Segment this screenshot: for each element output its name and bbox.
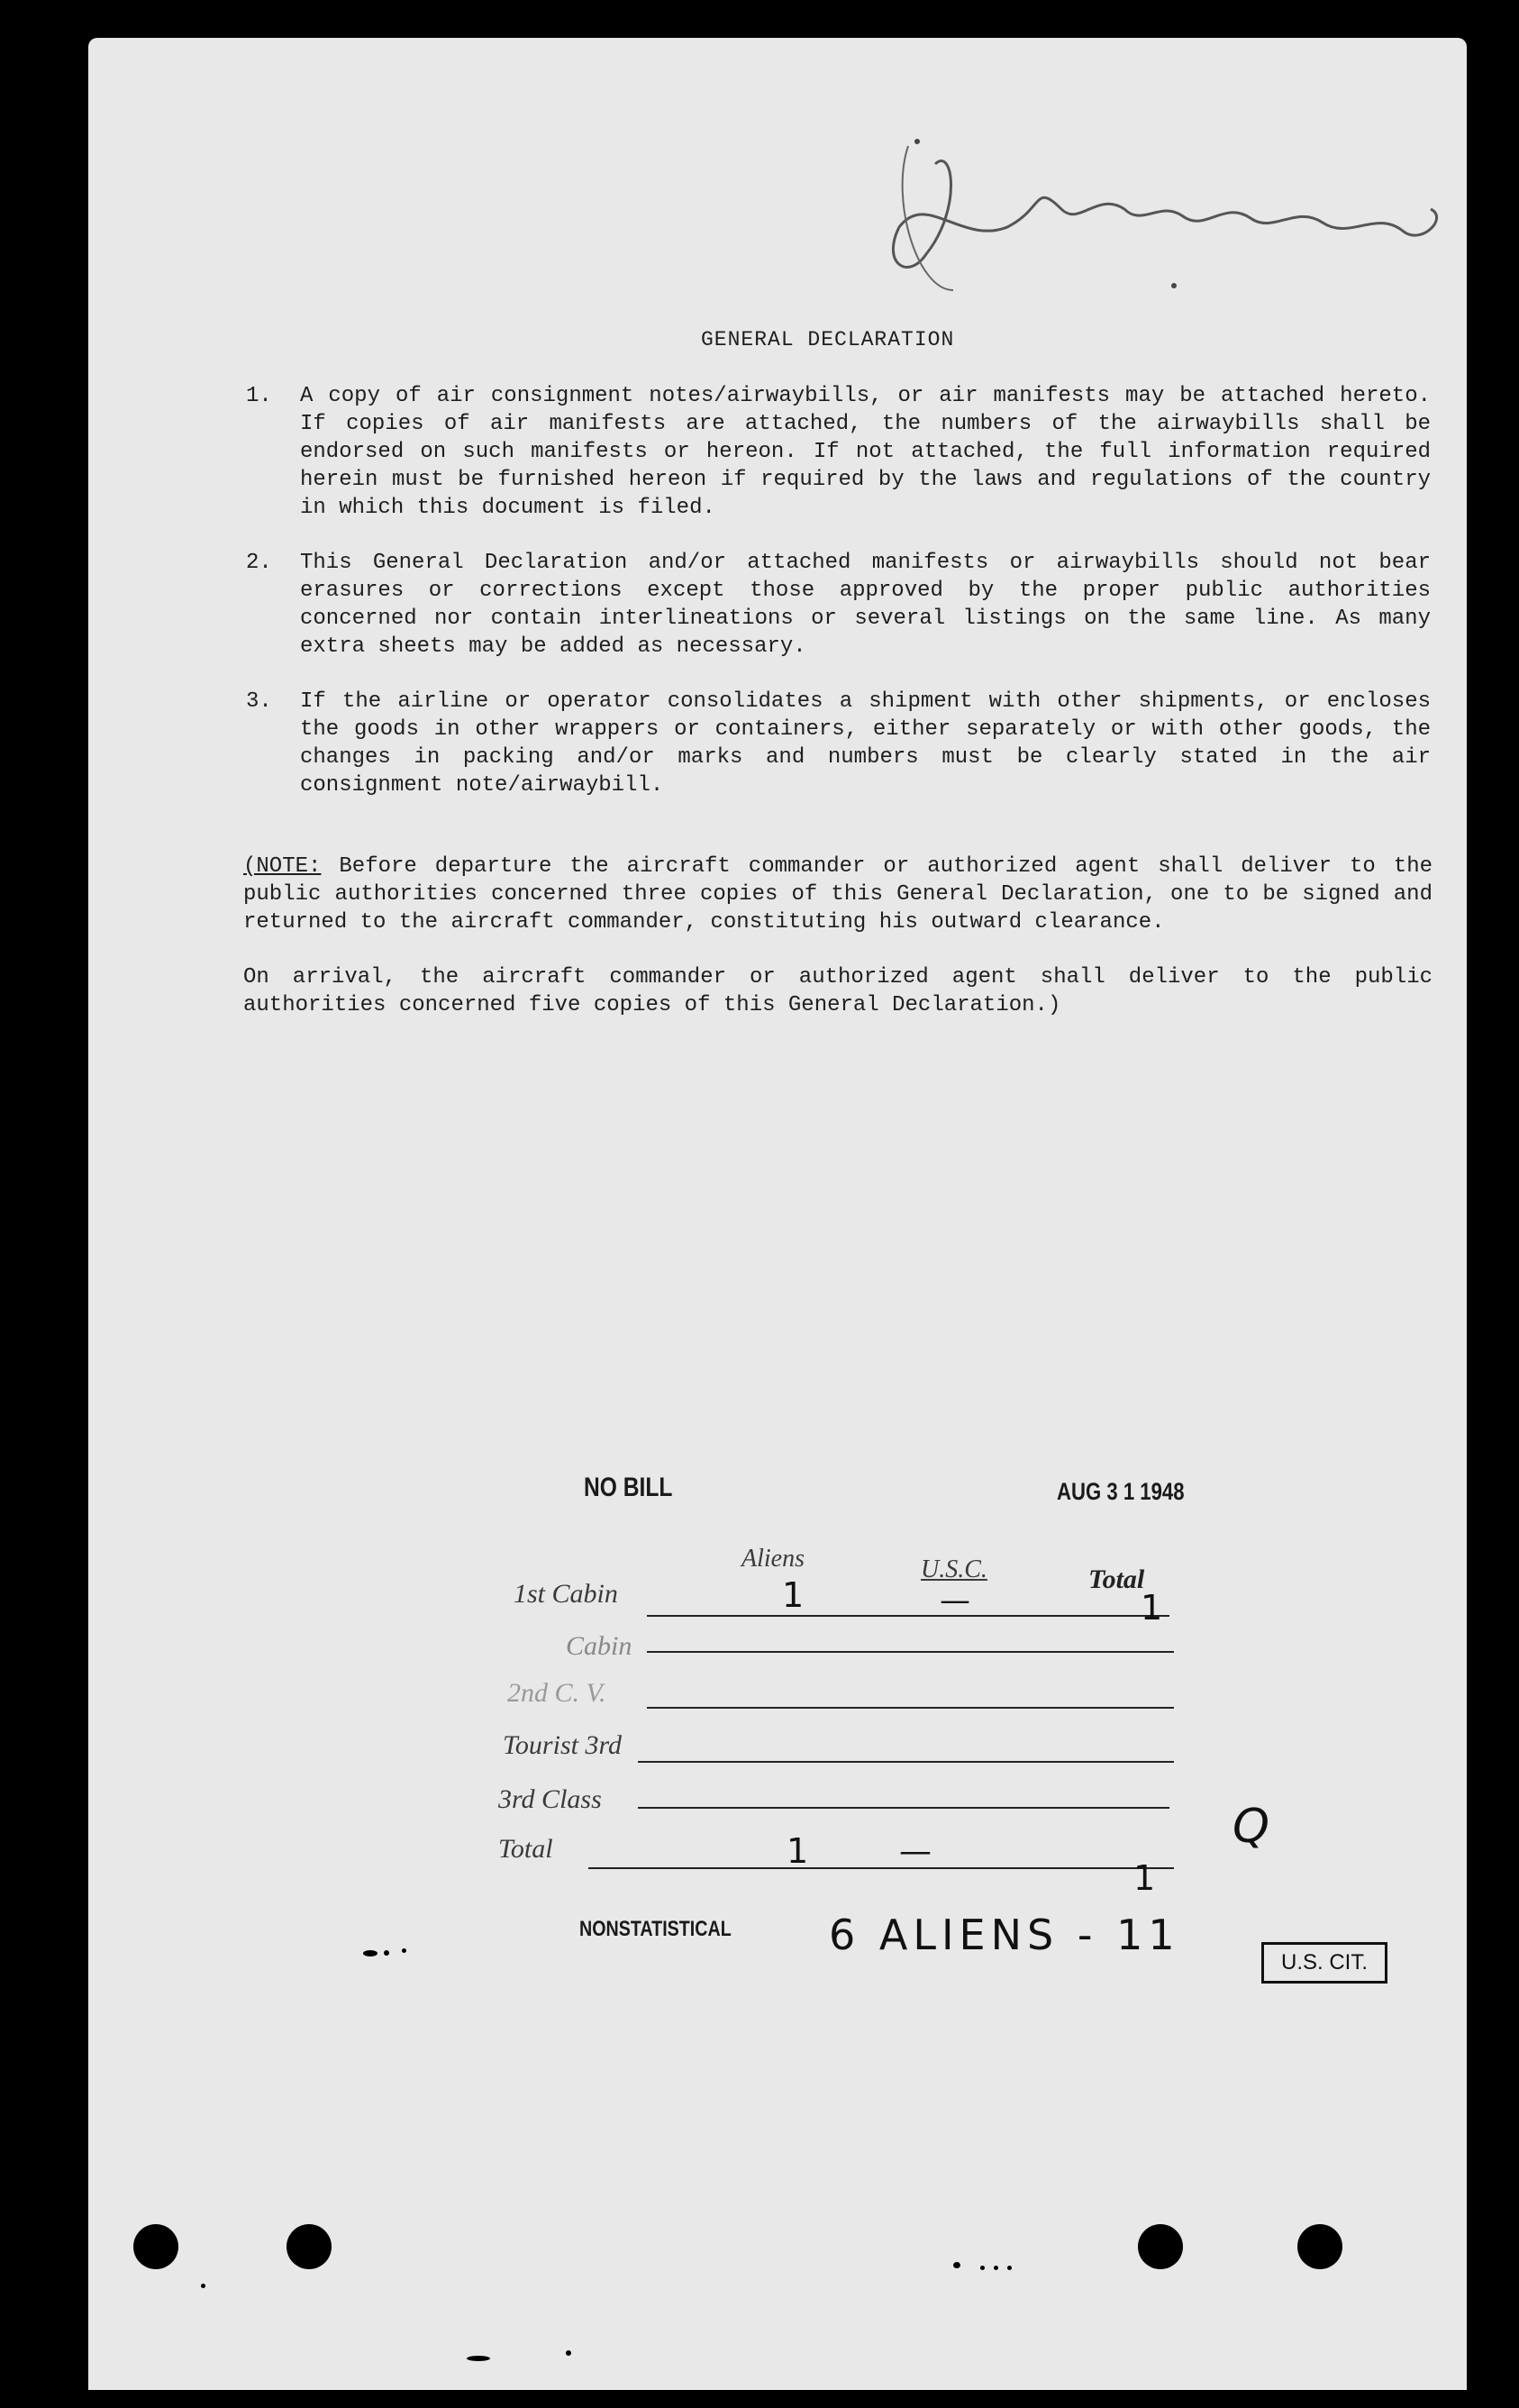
row-label: Tourist 3rd (503, 1730, 623, 1760)
speck (363, 1950, 377, 1957)
speck (566, 2350, 571, 2356)
speck (201, 2284, 205, 2288)
handwritten-initial: Q (1232, 1800, 1269, 1854)
binder-hole (1297, 2224, 1342, 2269)
document-page (88, 38, 1467, 2390)
speck (384, 1950, 389, 1956)
row-usc: — (899, 1833, 932, 1870)
col-aliens: Aliens (741, 1545, 805, 1573)
speck (467, 2356, 490, 2361)
item-number: 1. (246, 384, 272, 408)
row-aliens: 1 (782, 1575, 805, 1615)
speck (953, 2262, 960, 2268)
speck (402, 1948, 406, 1953)
handwritten-note: 6 ALIENS - 11 (829, 1911, 1180, 1959)
row-label: Cabin (566, 1631, 632, 1661)
col-usc: U.S.C. (921, 1555, 987, 1583)
speck (1007, 2266, 1012, 2270)
speck (980, 2266, 985, 2270)
item-text: This General Declaration and/or attached manifests or airwaybills should not bear erasures or corrections except those approved by the proper public authorities concerned nor contain interlineations or several listings on the same line. As many extra sheets may be added as necessary. (300, 551, 1431, 659)
binder-hole (133, 2224, 178, 2269)
date-stamp: AUG 3 1 1948 (1057, 1478, 1185, 1505)
item-text: If the airline or operator consolidates a shipment with other shipments, or encloses the goods in other wrappers or containers, either separately or with other goods, the changes in packing and/or marks and numbers must be clearly stated in the air consignment note/airwaybill. (300, 689, 1431, 798)
us-cit-stamp: U.S. CIT. (1261, 1942, 1387, 1984)
note-paragraph (243, 853, 1433, 936)
bleed-through-text (52, 2183, 65, 2239)
item-number: 2. (246, 551, 272, 575)
row-label: 2nd C. V. (507, 1678, 606, 1708)
row-label: 1st Cabin (514, 1579, 618, 1609)
page-title: GENERAL DECLARATION (701, 328, 955, 351)
row-total: 1 (1141, 1588, 1163, 1628)
binder-hole (1138, 2224, 1183, 2269)
row-total: 1 (1133, 1858, 1156, 1898)
arrival-paragraph: On arrival, the aircraft commander or authorized agent shall deliver to the public authorities concerned five copies of this General Declaration.) (243, 965, 1433, 1017)
speck (994, 2266, 998, 2270)
row-usc: — (940, 1583, 970, 1619)
row-line (588, 1867, 1174, 1869)
list-item (246, 382, 1431, 522)
row-line (647, 1651, 1174, 1653)
row-line (647, 1615, 1169, 1617)
nonstatistical-label: NONSTATISTICAL (579, 1917, 732, 1941)
item-text: A copy of air consignment notes/airwaybills, or air manifests may be attached hereto. If copies of air manifests are attached, the numbers of the airwaybills shall be endorsed on such manifests or hereon. If not attached, the full information required herein must be furnished hereon if required by the laws and regulations of the country in which this document is filed. (300, 384, 1431, 520)
col-total: Total (1088, 1564, 1145, 1594)
list-item (246, 688, 1431, 799)
binder-hole (287, 2224, 332, 2269)
row-label: 3rd Class (498, 1784, 602, 1814)
speck (61, 87, 68, 94)
row-aliens: 1 (787, 1831, 809, 1871)
list-item (246, 549, 1431, 661)
row-line (638, 1761, 1174, 1763)
signature (827, 110, 1476, 344)
no-bill-stamp: NO BILL (584, 1473, 673, 1502)
note-label: (NOTE: (243, 854, 322, 879)
note-text: Before departure the aircraft commander or authorized agent shall deliver to the public authorities concerned three copies of this General Declaration, one to be signed and returned to the aircraft commander, constituting his outward clearance. (243, 854, 1433, 935)
row-label: Total (498, 1834, 553, 1864)
row-line (647, 1707, 1174, 1709)
item-number: 3. (246, 689, 272, 714)
row-line (638, 1807, 1169, 1809)
